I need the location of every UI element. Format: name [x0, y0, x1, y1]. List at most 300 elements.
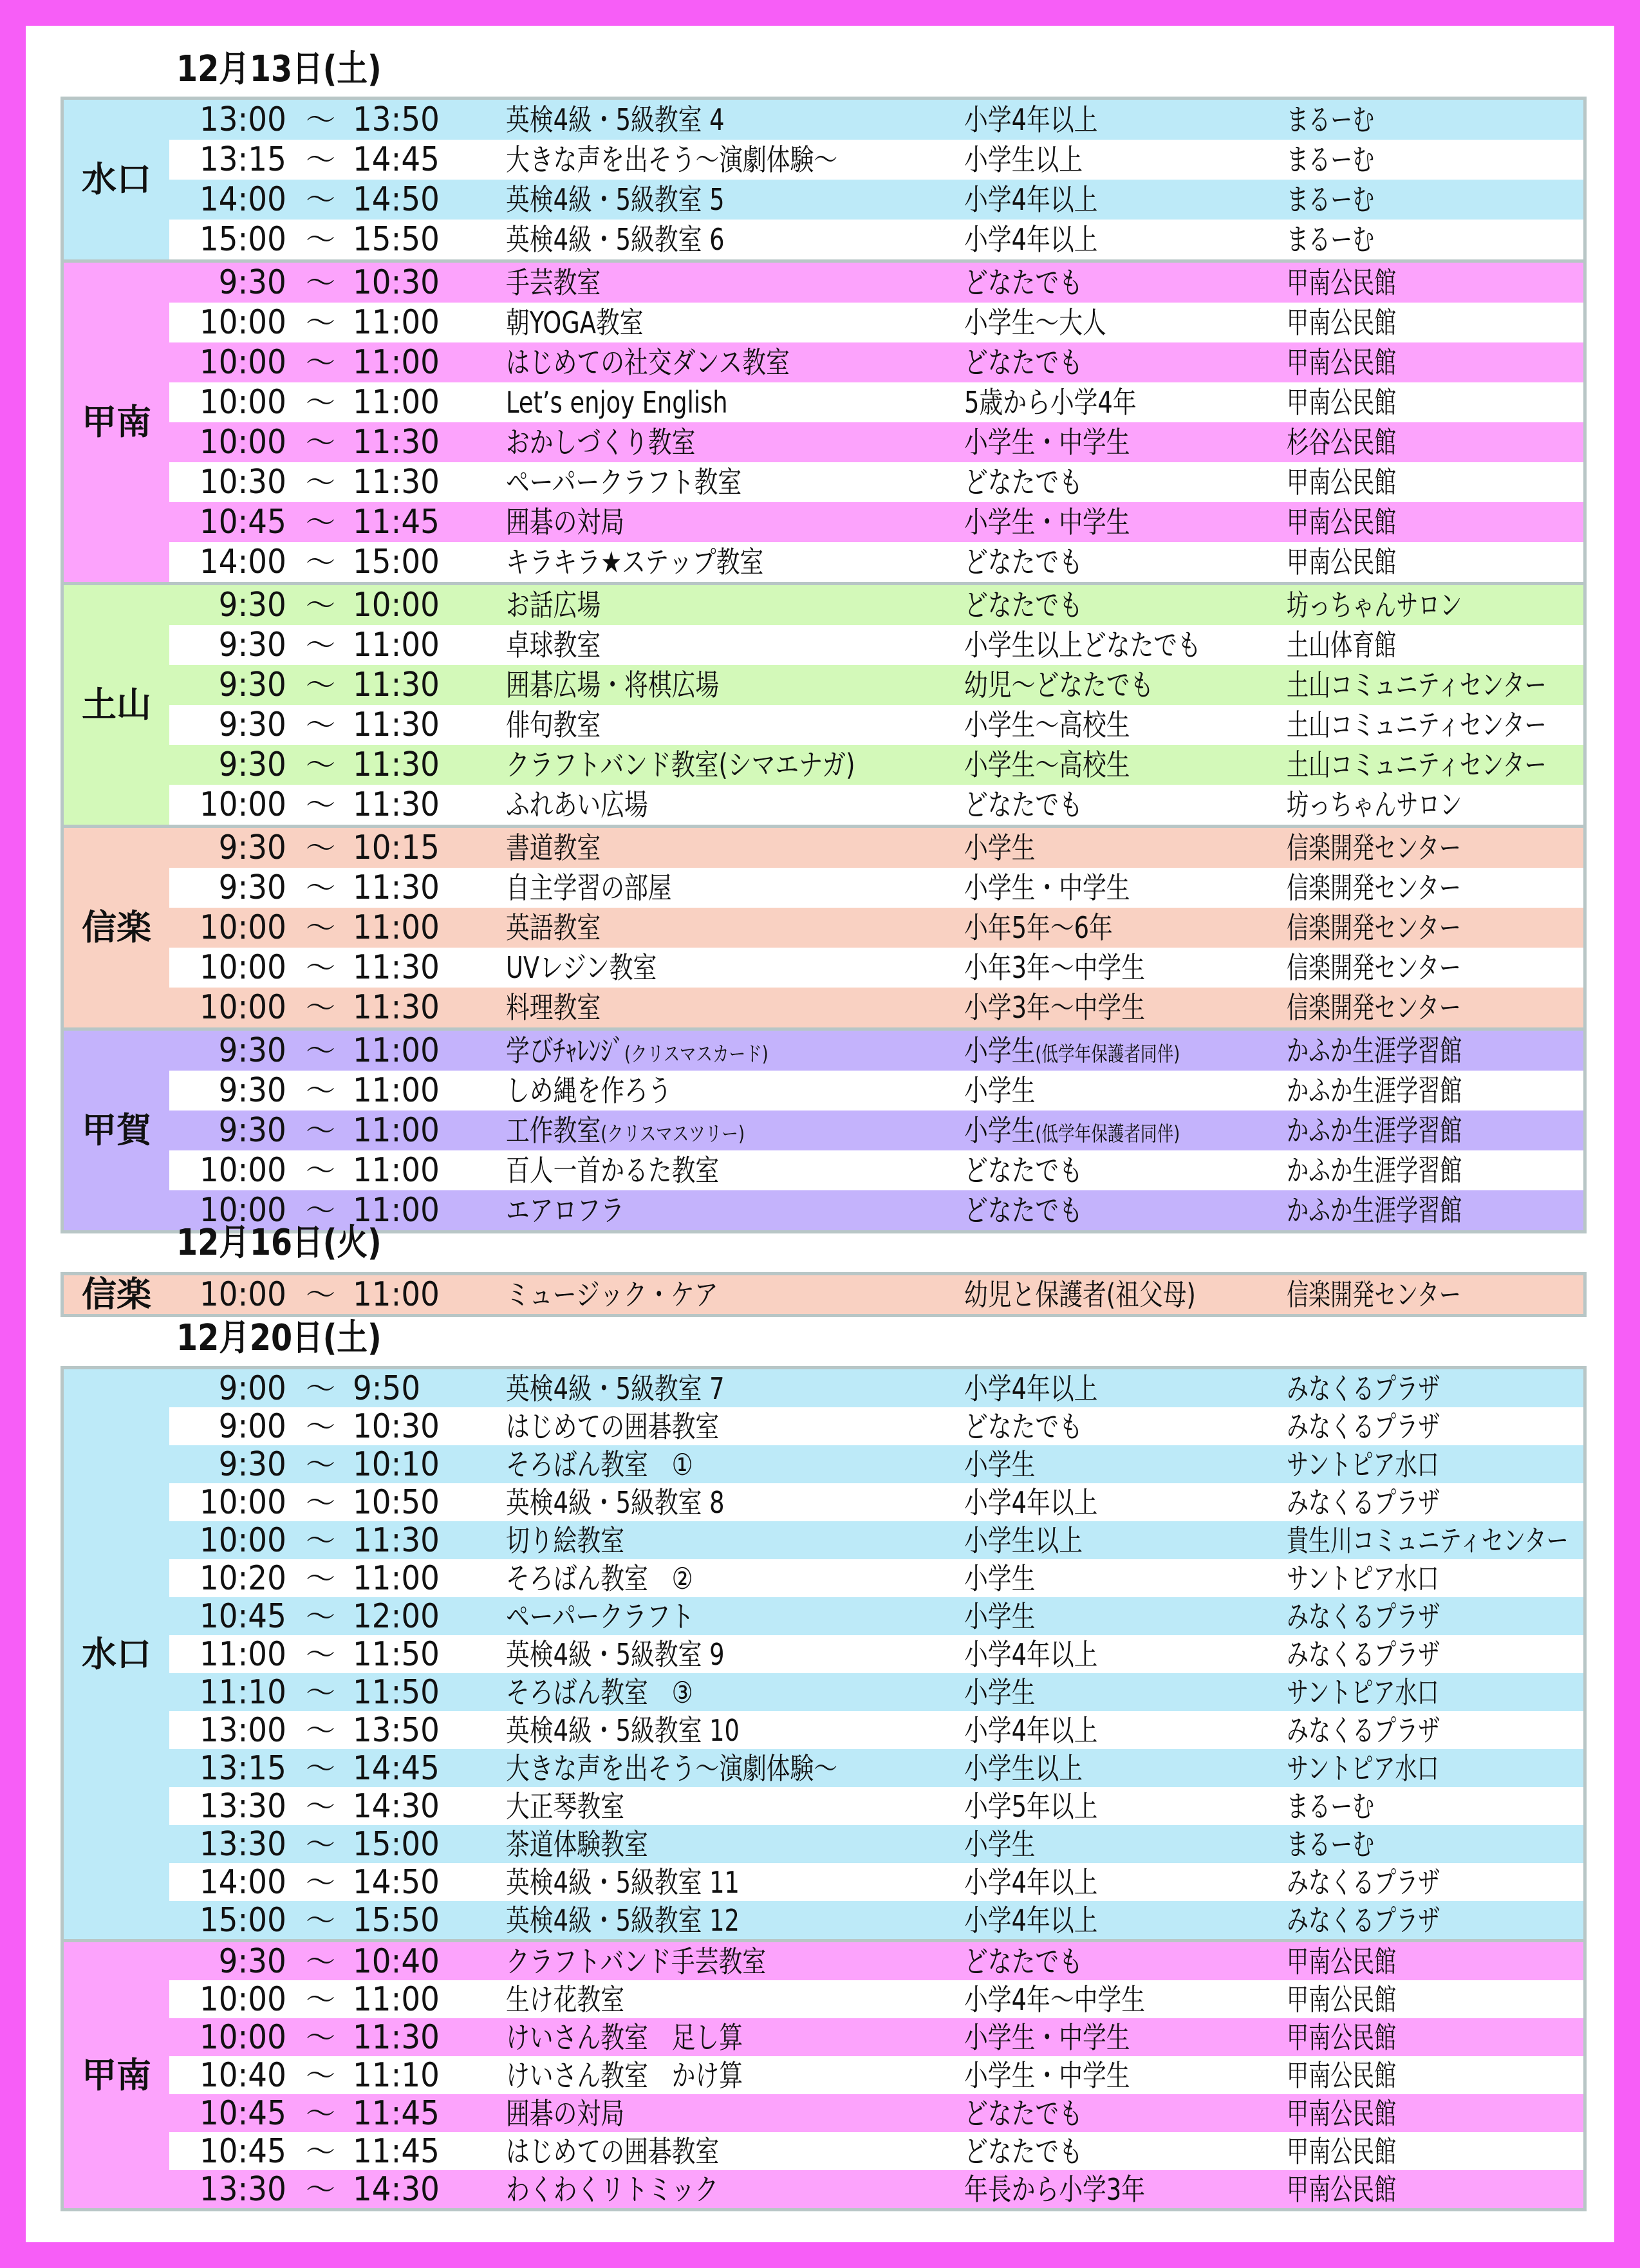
end-time: 14:50 — [353, 1863, 440, 1901]
table-row — [169, 1275, 1583, 1314]
event-target — [964, 1277, 1196, 1312]
row-list — [169, 1031, 1583, 1230]
title-text: 英検4級・5級教室 4 — [506, 102, 725, 137]
start-time: 11:00 — [200, 1635, 286, 1673]
time-separator: ～ — [306, 668, 335, 702]
title-text: 囲碁の対局 — [506, 2095, 624, 2131]
time-separator: ～ — [306, 1033, 335, 1068]
event-title — [506, 1712, 740, 1748]
event-target — [964, 1560, 1036, 1596]
event-venue: 土山体育館 — [1287, 628, 1397, 662]
title-text: 学びﾁｬﾚﾝｼﾞ — [506, 1033, 624, 1068]
end-time: 11:30 — [353, 423, 440, 462]
start-time: 14:00 — [200, 1863, 286, 1901]
start-time: 15:00 — [200, 220, 286, 259]
title-text: UVレジン教室 — [506, 950, 657, 985]
time-separator: ～ — [306, 1712, 335, 1748]
target-text: どなたでも — [964, 465, 1083, 500]
target-text: どなたでも — [964, 1944, 1083, 1979]
start-time: 13:15 — [200, 1749, 286, 1787]
table-row — [169, 1111, 1583, 1150]
title-note: (クリスマスツリー) — [601, 1121, 745, 1146]
event-target — [964, 1674, 1036, 1710]
target-text: 小学生 — [964, 1674, 1036, 1710]
start-time: 9:00 — [218, 1369, 286, 1407]
event-venue: 甲南公民館 — [1287, 2171, 1397, 2207]
start-time: 9:30 — [218, 263, 286, 302]
end-time: 11:00 — [353, 1031, 440, 1070]
title-text: はじめての囲碁教室 — [506, 2133, 720, 2169]
table-row — [169, 263, 1583, 303]
target-text: 小学4年以上 — [964, 1712, 1098, 1748]
table-row — [169, 1150, 1583, 1190]
date-heading: 12月20日(土) — [176, 1317, 382, 1359]
event-title — [506, 2057, 743, 2093]
event-target — [964, 1193, 1083, 1228]
row-list — [169, 828, 1583, 1027]
event-target — [964, 142, 1083, 177]
start-time: 9:30 — [218, 706, 286, 744]
start-time: 15:00 — [200, 1901, 286, 1939]
title-text: クラフトバンド手芸教室 — [506, 1944, 767, 1979]
event-title — [506, 465, 742, 500]
target-text: どなたでも — [964, 265, 1083, 300]
start-time: 10:00 — [200, 423, 286, 462]
title-text: 茶道体験教室 — [506, 1826, 648, 1862]
target-text: どなたでも — [964, 2133, 1083, 2169]
event-venue: サントピア水口 — [1287, 1447, 1439, 1482]
target-text: 小学生～高校生 — [964, 708, 1130, 742]
time-separator: ～ — [306, 1750, 335, 1786]
time-separator: ～ — [306, 425, 335, 460]
time-separator: ～ — [306, 1277, 335, 1312]
event-target — [964, 1113, 1180, 1148]
event-target — [964, 747, 1130, 782]
start-time: 10:45 — [200, 1597, 286, 1635]
event-venue: かふか生涯学習館 — [1287, 1193, 1462, 1228]
end-time: 11:30 — [353, 948, 440, 987]
event-venue: 土山コミュニティセンター — [1287, 747, 1547, 782]
table-row — [169, 625, 1583, 665]
region-label: 水口 — [64, 100, 169, 259]
event-venue: 甲南公民館 — [1287, 305, 1397, 340]
end-time: 14:45 — [353, 1749, 440, 1787]
table-row — [169, 1559, 1583, 1597]
date-heading: 12月13日(土) — [176, 48, 382, 90]
target-text: 小学生 — [964, 1033, 1036, 1068]
title-text: 囲碁広場・将棋広場 — [506, 668, 720, 702]
event-venue: 甲南公民館 — [1287, 465, 1397, 500]
target-note: (低学年保護者同伴) — [1035, 1042, 1180, 1066]
time-separator: ～ — [306, 1485, 335, 1520]
event-venue: 杉谷公民館 — [1287, 425, 1397, 460]
region-label: 土山 — [64, 585, 169, 825]
start-time: 10:00 — [200, 1483, 286, 1521]
title-text: そろばん教室 ③ — [506, 1674, 693, 1710]
event-title — [506, 1409, 720, 1444]
event-title — [506, 710, 601, 740]
time-separator: ～ — [306, 1598, 335, 1634]
time-separator: ～ — [306, 1902, 335, 1938]
region-group — [64, 582, 1583, 825]
end-time: 10:00 — [353, 586, 440, 624]
table-row — [169, 140, 1583, 180]
target-text: 小学4年以上 — [964, 1371, 1098, 1406]
start-time: 10:00 — [200, 1275, 286, 1314]
event-target — [964, 630, 1201, 660]
time-separator: ～ — [306, 1409, 335, 1444]
target-text: 小学生 — [964, 830, 1036, 865]
event-title — [506, 385, 728, 420]
schedule-table — [61, 1272, 1587, 1317]
event-title — [506, 630, 601, 660]
time-separator: ～ — [306, 1560, 335, 1596]
event-target — [964, 1409, 1083, 1444]
title-text: 料理教室 — [506, 990, 601, 1025]
target-text: 小学生 — [964, 1560, 1036, 1596]
target-text: どなたでも — [964, 2095, 1083, 2131]
start-time: 9:30 — [218, 829, 286, 867]
event-target — [964, 1153, 1083, 1188]
time-separator: ～ — [306, 747, 335, 782]
table-row — [169, 462, 1583, 502]
event-target — [964, 1073, 1036, 1108]
title-text: 百人一首かるた教室 — [506, 1153, 720, 1188]
end-time: 11:50 — [353, 1635, 440, 1673]
title-text: 朝YOGA教室 — [506, 305, 644, 340]
region-group — [64, 1369, 1583, 1939]
event-venue: かふか生涯学習館 — [1287, 1113, 1462, 1148]
end-time: 11:30 — [353, 868, 440, 907]
event-venue: まるーむ — [1287, 182, 1375, 217]
event-venue: みなくるプラザ — [1287, 1485, 1440, 1520]
event-venue: 甲南公民館 — [1287, 265, 1397, 300]
event-venue: まるーむ — [1287, 222, 1375, 257]
title-text: けいさん教室 かけ算 — [506, 2057, 743, 2093]
target-text: 小学4年以上 — [964, 102, 1098, 137]
event-target — [964, 2133, 1083, 2169]
event-venue: 信楽開発センター — [1287, 1277, 1461, 1312]
time-separator: ～ — [306, 2020, 335, 2055]
start-time: 9:30 — [218, 1445, 286, 1483]
time-separator: ～ — [306, 2095, 335, 2131]
title-text: けいさん教室 足し算 — [506, 2020, 743, 2055]
event-venue: 坊っちゃんサロン — [1287, 787, 1462, 822]
event-venue: まるーむ — [1287, 1788, 1375, 1824]
title-text: はじめての囲碁教室 — [506, 1409, 720, 1444]
schedule-page — [26, 26, 1614, 2242]
event-target — [964, 305, 1106, 340]
start-time: 10:45 — [200, 2094, 286, 2132]
end-time: 11:30 — [353, 666, 440, 704]
time-separator: ～ — [306, 787, 335, 822]
event-target — [964, 787, 1083, 822]
end-time: 10:40 — [353, 1942, 440, 1980]
end-time: 11:30 — [353, 1521, 440, 1559]
start-time: 10:45 — [200, 2132, 286, 2170]
event-venue: 甲南公民館 — [1287, 1944, 1397, 1979]
time-separator: ～ — [306, 990, 335, 1025]
event-title — [506, 747, 855, 782]
event-venue: 信楽開発センター — [1287, 950, 1461, 985]
event-target — [964, 222, 1098, 257]
title-text: ペーパークラフト教室 — [506, 465, 742, 500]
target-text: 小学4年～中学生 — [964, 1982, 1146, 2017]
event-target — [964, 1944, 1083, 1979]
event-target — [964, 345, 1083, 380]
event-venue: 貴生川コミュニティセンター — [1287, 1523, 1569, 1558]
start-time: 9:30 — [218, 666, 286, 704]
row-list — [169, 1369, 1583, 1939]
schedule-table — [61, 1366, 1587, 2211]
target-text: 小学生以上 — [964, 1523, 1083, 1558]
table-row — [169, 1863, 1583, 1901]
event-title — [506, 2133, 720, 2169]
event-title — [506, 1636, 725, 1672]
event-title — [506, 950, 657, 985]
event-target — [964, 385, 1137, 420]
event-target — [964, 507, 1130, 537]
event-title — [506, 1826, 648, 1862]
region-label: 甲賀 — [64, 1031, 169, 1230]
event-title — [506, 305, 644, 340]
event-target — [964, 1485, 1098, 1520]
start-time: 10:00 — [200, 1191, 286, 1230]
start-time: 10:30 — [200, 463, 286, 501]
event-venue: 土山コミュニティセンター — [1287, 708, 1547, 742]
event-title — [506, 345, 790, 380]
table-row — [169, 1521, 1583, 1559]
region-group — [64, 1027, 1583, 1230]
event-venue: みなくるプラザ — [1287, 1902, 1440, 1938]
region-label: 水口 — [64, 1369, 169, 1939]
start-time: 9:30 — [218, 1942, 286, 1980]
event-title — [506, 1485, 725, 1520]
title-text: 卓球教室 — [506, 628, 601, 662]
event-target — [964, 990, 1146, 1025]
end-time: 11:30 — [353, 745, 440, 784]
region-group — [64, 259, 1583, 582]
end-time: 11:45 — [353, 503, 440, 541]
end-time: 11:30 — [353, 785, 440, 824]
event-venue: 信楽開発センター — [1287, 870, 1461, 905]
start-time: 10:00 — [200, 303, 286, 342]
table-row — [169, 100, 1583, 140]
event-title — [506, 507, 624, 537]
event-title — [506, 2020, 743, 2055]
event-venue: みなくるプラザ — [1287, 1864, 1440, 1900]
target-text: 小学生～大人 — [964, 305, 1106, 340]
title-text: Let’s enjoy English — [506, 385, 728, 420]
end-time: 11:30 — [353, 463, 440, 501]
event-title — [506, 1371, 725, 1406]
target-text: 小学4年以上 — [964, 1636, 1098, 1672]
time-separator: ～ — [306, 465, 335, 500]
title-text: 工作教室 — [506, 1113, 601, 1148]
time-separator: ～ — [306, 2133, 335, 2169]
time-separator: ～ — [306, 265, 335, 300]
target-text: 小学4年以上 — [964, 222, 1098, 257]
title-text: 英検4級・5級教室 8 — [506, 1485, 725, 1520]
time-separator: ～ — [306, 345, 335, 380]
target-text: 小年3年～中学生 — [964, 950, 1146, 985]
event-venue: サントピア水口 — [1287, 1560, 1439, 1596]
title-text: 英検4級・5級教室 10 — [506, 1712, 740, 1748]
row-list — [169, 100, 1583, 259]
event-target — [964, 830, 1036, 865]
event-target — [964, 547, 1083, 577]
end-time: 14:45 — [353, 140, 440, 179]
table-row — [169, 1749, 1583, 1787]
title-text: ペーパークラフト — [506, 1598, 694, 1634]
event-target — [964, 1982, 1146, 2017]
event-target — [964, 910, 1113, 945]
target-text: 小学生～高校生 — [964, 747, 1130, 782]
title-text: クラフトバンド教室(シマエナガ) — [506, 747, 855, 782]
table-row — [169, 1369, 1583, 1407]
event-title — [506, 1447, 693, 1482]
event-title — [506, 1193, 624, 1228]
title-text: 俳句教室 — [506, 708, 601, 742]
event-target — [964, 1033, 1180, 1068]
event-venue: 信楽開発センター — [1287, 830, 1461, 865]
start-time: 9:30 — [218, 1031, 286, 1070]
region-group — [64, 1275, 1583, 1314]
start-time: 13:30 — [200, 1825, 286, 1863]
start-time: 11:10 — [200, 1673, 286, 1711]
time-separator: ～ — [306, 910, 335, 945]
event-venue: 信楽開発センター — [1287, 910, 1461, 945]
target-text: 小学5年以上 — [964, 1788, 1098, 1824]
event-title — [506, 787, 648, 822]
title-text: 書道教室 — [506, 830, 601, 865]
title-text: 大正琴教室 — [506, 1788, 624, 1824]
event-target — [964, 1636, 1098, 1672]
target-text: 小学4年以上 — [964, 1485, 1098, 1520]
table-row — [169, 1445, 1583, 1483]
event-title — [506, 102, 725, 137]
start-time: 10:00 — [200, 383, 286, 422]
start-time: 10:00 — [200, 785, 286, 824]
title-text: お話広場 — [506, 588, 601, 623]
end-time: 11:00 — [353, 343, 440, 382]
end-time: 15:00 — [353, 1825, 440, 1863]
table-row — [169, 1901, 1583, 1939]
event-title — [506, 870, 672, 905]
event-title — [506, 2095, 624, 2131]
end-time: 11:00 — [353, 1275, 440, 1314]
event-venue: かふか生涯学習館 — [1287, 1153, 1462, 1188]
row-list — [169, 585, 1583, 825]
event-venue: 信楽開発センター — [1287, 990, 1461, 1025]
target-text: どなたでも — [964, 545, 1083, 579]
end-time: 10:30 — [353, 1407, 440, 1445]
end-time: 11:00 — [353, 1980, 440, 2018]
event-target — [964, 182, 1098, 217]
title-text: わくわくリトミック — [506, 2171, 719, 2207]
event-title — [506, 1113, 745, 1148]
event-target — [964, 265, 1083, 300]
target-text: 小学生・中学生 — [964, 505, 1130, 539]
title-text: はじめての社交ダンス教室 — [506, 345, 790, 380]
time-separator: ～ — [306, 2057, 335, 2093]
event-title — [506, 830, 601, 865]
event-target — [964, 1523, 1083, 1558]
end-time: 14:50 — [353, 180, 440, 219]
start-time: 10:00 — [200, 343, 286, 382]
event-venue: 甲南公民館 — [1287, 505, 1397, 539]
table-row — [169, 665, 1583, 705]
event-title — [506, 1073, 672, 1108]
event-venue: 甲南公民館 — [1287, 2057, 1397, 2093]
time-separator: ～ — [306, 142, 335, 177]
table-row — [169, 1787, 1583, 1825]
event-target — [964, 1598, 1036, 1634]
event-target — [964, 1712, 1098, 1748]
title-text: 英検4級・5級教室 6 — [506, 222, 725, 257]
end-time: 10:30 — [353, 263, 440, 302]
title-text: おかしづくり教室 — [506, 425, 696, 460]
start-time: 14:00 — [200, 180, 286, 219]
time-separator: ～ — [306, 1982, 335, 2017]
table-row — [169, 422, 1583, 462]
event-target — [964, 1788, 1098, 1824]
event-target — [964, 1371, 1098, 1406]
end-time: 11:30 — [353, 2018, 440, 2056]
event-target — [964, 2171, 1146, 2207]
target-text: 小学4年以上 — [964, 1902, 1098, 1938]
end-time: 11:00 — [353, 303, 440, 342]
start-time: 9:30 — [218, 1111, 286, 1150]
event-target — [964, 1902, 1098, 1938]
time-separator: ～ — [306, 708, 335, 742]
title-text: 英検4級・5級教室 11 — [506, 1864, 740, 1900]
table-row — [169, 1635, 1583, 1673]
event-title — [506, 1750, 838, 1786]
time-separator: ～ — [306, 1788, 335, 1824]
event-target — [964, 1750, 1083, 1786]
event-title — [506, 1153, 720, 1188]
event-title — [506, 670, 719, 700]
table-row — [169, 1980, 1583, 2018]
time-separator: ～ — [306, 182, 335, 217]
event-venue: みなくるプラザ — [1287, 1409, 1440, 1444]
time-separator: ～ — [306, 1153, 335, 1188]
time-separator: ～ — [306, 588, 335, 623]
start-time: 13:30 — [200, 1787, 286, 1825]
event-title — [506, 142, 838, 177]
start-time: 9:30 — [218, 626, 286, 664]
title-text: しめ縄を作ろう — [506, 1073, 672, 1108]
end-time: 12:00 — [353, 1597, 440, 1635]
title-text: 生け花教室 — [506, 1982, 624, 2017]
event-target — [964, 710, 1130, 740]
table-row — [169, 303, 1583, 342]
end-time: 11:00 — [353, 1111, 440, 1150]
event-target — [964, 2057, 1130, 2093]
table-row — [169, 828, 1583, 868]
table-row — [169, 1825, 1583, 1863]
target-text: 小学生以上 — [964, 142, 1083, 177]
event-target — [964, 2095, 1083, 2131]
start-time: 10:40 — [200, 2056, 286, 2094]
title-text: キラキラ★ステップ教室 — [506, 545, 764, 579]
event-title — [506, 222, 725, 257]
time-separator: ～ — [306, 1826, 335, 1862]
title-text: 大きな声を出そう～演劇体験～ — [506, 1750, 838, 1786]
region-group — [64, 100, 1583, 259]
target-text: 小学生・中学生 — [964, 2057, 1130, 2093]
